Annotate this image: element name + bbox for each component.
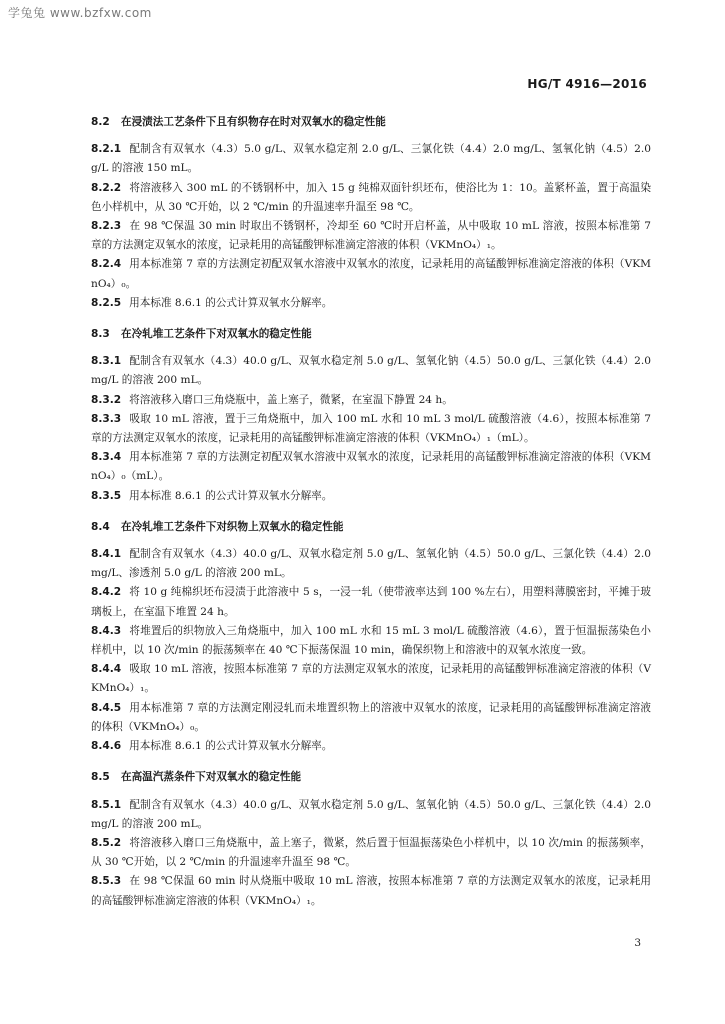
clause-text: 用本标准 8.6.1 的公式计算双氧水分解率。	[129, 296, 333, 309]
clause-text: 将堆置后的织物放入三角烧瓶中，加入 100 mL 水和 15 mL 3 mol/L 硫酸溶液（4.6），置于恒温振荡染色小样机中，以 10 次/min 的振荡频率在 40 ℃下振荡保温 10 min，确保织物上和溶液中的双氧水浓度一致。	[91, 624, 651, 657]
watermark: 学兔兔 www.bzfxw.com	[8, 6, 152, 20]
clause-8-4-1	[91, 545, 651, 583]
clause-number: 8.4.1	[91, 548, 122, 561]
clause-number: 8.5.1	[91, 798, 122, 811]
clause-number: 8.3.2	[91, 393, 122, 406]
clause-8-4-5	[91, 699, 651, 737]
section-number: 8.5	[91, 771, 110, 784]
clause-text: 配制含有双氧水（4.3）40.0 g/L、双氧水稳定剂 5.0 g/L、氢氧化钠（4.5）50.0 g/L、三氯化铁（4.4）2.0 mg/L、渗透剂 5.0 g/L 的溶液 200 mL。	[91, 548, 651, 580]
clause-number: 8.4.6	[91, 740, 122, 753]
clause-text: 用本标准 8.6.1 的公式计算双氧水分解率。	[129, 740, 333, 753]
clause-text: 配制含有双氧水（4.3）40.0 g/L、双氧水稳定剂 5.0 g/L、氢氧化钠（4.5）50.0 g/L、三氯化铁（4.4）2.0 mg/L 的溶液 200 mL。	[91, 798, 651, 830]
section-heading-8-5	[91, 768, 651, 787]
clause-number: 8.4.2	[91, 586, 122, 599]
clause-number: 8.5.2	[91, 836, 122, 849]
clause-number: 8.3.5	[91, 489, 122, 502]
clause-8-3-1	[91, 352, 651, 390]
clause-8-2-2	[91, 179, 651, 217]
clause-text: 用本标准第 7 章的方法测定初配双氧水溶液中双氧水的浓度，记录耗用的高锰酸钾标准滴定溶液的体积（VKMnO₄）₀（mL）。	[91, 451, 651, 483]
clause-number: 8.4.5	[91, 701, 122, 714]
page-number: 3	[634, 937, 641, 949]
clause-8-3-3	[91, 410, 651, 448]
clause-text: 用本标准 8.6.1 的公式计算双氧水分解率。	[129, 489, 333, 502]
clause-text: 在 98 ℃保温 30 min 时取出不锈钢杯，冷却至 60 ℃时开启杯盖，从中吸取 10 mL 溶液，按照本标准第 7 章的方法测定双氧水的浓度，记录耗用的高锰酸钾标准滴定溶液的体积（VKMnO₄）₁。	[91, 220, 651, 252]
clause-number: 8.4.4	[91, 663, 122, 676]
clause-text: 将 10 g 纯棉织坯布浸渍于此溶液中 5 s，一浸一轧（使带液率达到 100 %左右），用塑料薄膜密封，平摊于玻璃板上，在室温下堆置 24 h。	[91, 586, 651, 618]
clause-number: 8.2.3	[91, 220, 122, 233]
clause-8-4-6	[91, 737, 651, 756]
clause-8-3-4	[91, 448, 651, 486]
clause-8-5-1	[91, 796, 651, 834]
clause-text: 用本标准第 7 章的方法测定刚浸轧而未堆置织物上的溶液中双氧水的浓度，记录耗用的高锰酸钾标准滴定溶液的体积（VKMnO₄）₀。	[91, 701, 651, 733]
clause-number: 8.4.3	[91, 624, 122, 637]
document-body	[91, 113, 651, 911]
clause-text: 在 98 ℃保温 60 min 时从烧瓶中吸取 10 mL 溶液，按照本标准第 7 章的方法测定双氧水的浓度，记录耗用的高锰酸钾标准滴定溶液的体积（VKMnO₄）₁。	[91, 875, 651, 907]
standard-code-header: HG/T 4916—2016	[527, 77, 647, 91]
clause-8-2-3	[91, 217, 651, 255]
clause-number: 8.5.3	[91, 875, 122, 888]
clause-8-3-2	[91, 391, 651, 410]
clause-text: 将溶液移入 300 mL 的不锈钢杯中，加入 15 g 纯棉双面针织坯布，使浴比为 1：10。盖紧杯盖，置于高温染色小样机中，从 30 ℃开始，以 2 ℃/min 的升温速率升温至 98 ℃。	[91, 181, 651, 213]
section-number: 8.3	[91, 328, 110, 341]
section-title: 在浸渍法工艺条件下且有织物存在时对双氧水的稳定性能	[121, 116, 386, 128]
clause-text: 配制含有双氧水（4.3）40.0 g/L、双氧水稳定剂 5.0 g/L、氢氧化钠（4.5）50.0 g/L、三氯化铁（4.4）2.0 mg/L 的溶液 200 mL。	[91, 355, 651, 387]
clause-number: 8.3.4	[91, 451, 122, 464]
clause-8-4-2	[91, 583, 651, 621]
section-title: 在冷轧堆工艺条件下对双氧水的稳定性能	[121, 328, 312, 341]
section-title: 在冷轧堆工艺条件下对织物上双氧水的稳定性能	[121, 520, 344, 533]
clause-8-4-4	[91, 660, 651, 698]
clause-number: 8.3.1	[91, 355, 122, 368]
clause-text: 用本标准第 7 章的方法测定初配双氧水溶液中双氧水的浓度，记录耗用的高锰酸钾标准滴定溶液的体积（VKMnO₄）₀。	[91, 258, 651, 290]
clause-8-3-5	[91, 487, 651, 506]
section-number: 8.2	[91, 116, 110, 128]
clause-8-2-1	[91, 140, 651, 178]
clause-number: 8.2.2	[91, 181, 122, 194]
clause-8-2-4	[91, 255, 651, 293]
section-number: 8.4	[91, 520, 110, 533]
clause-number: 8.3.3	[91, 412, 122, 425]
clause-8-5-3	[91, 872, 651, 910]
section-heading-8-3	[91, 325, 651, 344]
clause-number: 8.2.1	[91, 143, 122, 156]
clause-text: 吸取 10 mL 溶液，置于三角烧瓶中，加入 100 mL 水和 10 mL 3 mol/L 硫酸溶液（4.6），按照本标准第 7 章的方法测定双氧水的浓度，记录耗用的高锰酸钾标准滴定溶液的体积（VKMnO₄）₁（mL）。	[91, 412, 651, 445]
clause-text: 将溶液移入磨口三角烧瓶中，盖上塞子，微紧，在室温下静置 24 h。	[129, 393, 453, 406]
clause-8-2-5	[91, 294, 651, 313]
section-heading-8-2	[91, 113, 651, 132]
clause-text: 吸取 10 mL 溶液，按照本标准第 7 章的方法测定双氧水的浓度，记录耗用的高锰酸钾标准滴定溶液的体积（VKMnO₄）₁。	[91, 663, 651, 695]
clause-text: 配制含有双氧水（4.3）5.0 g/L、双氧水稳定剂 2.0 g/L、三氯化铁（4.4）2.0 mg/L、氢氧化钠（4.5）2.0 g/L 的溶液 150 mL。	[91, 143, 651, 175]
section-heading-8-4	[91, 518, 651, 537]
clause-8-4-3	[91, 622, 651, 660]
clause-8-5-2	[91, 834, 651, 872]
clause-number: 8.2.5	[91, 296, 122, 309]
clause-number: 8.2.4	[91, 258, 122, 271]
section-title: 在高温汽蒸条件下对双氧水的稳定性能	[121, 771, 302, 784]
clause-text: 将溶液移入磨口三角烧瓶中，盖上塞子，微紧，然后置于恒温振荡染色小样机中，以 10 次/min 的振荡频率，从 30 ℃开始，以 2 ℃/min 的升温速率升温至 98 ℃。	[91, 836, 651, 869]
